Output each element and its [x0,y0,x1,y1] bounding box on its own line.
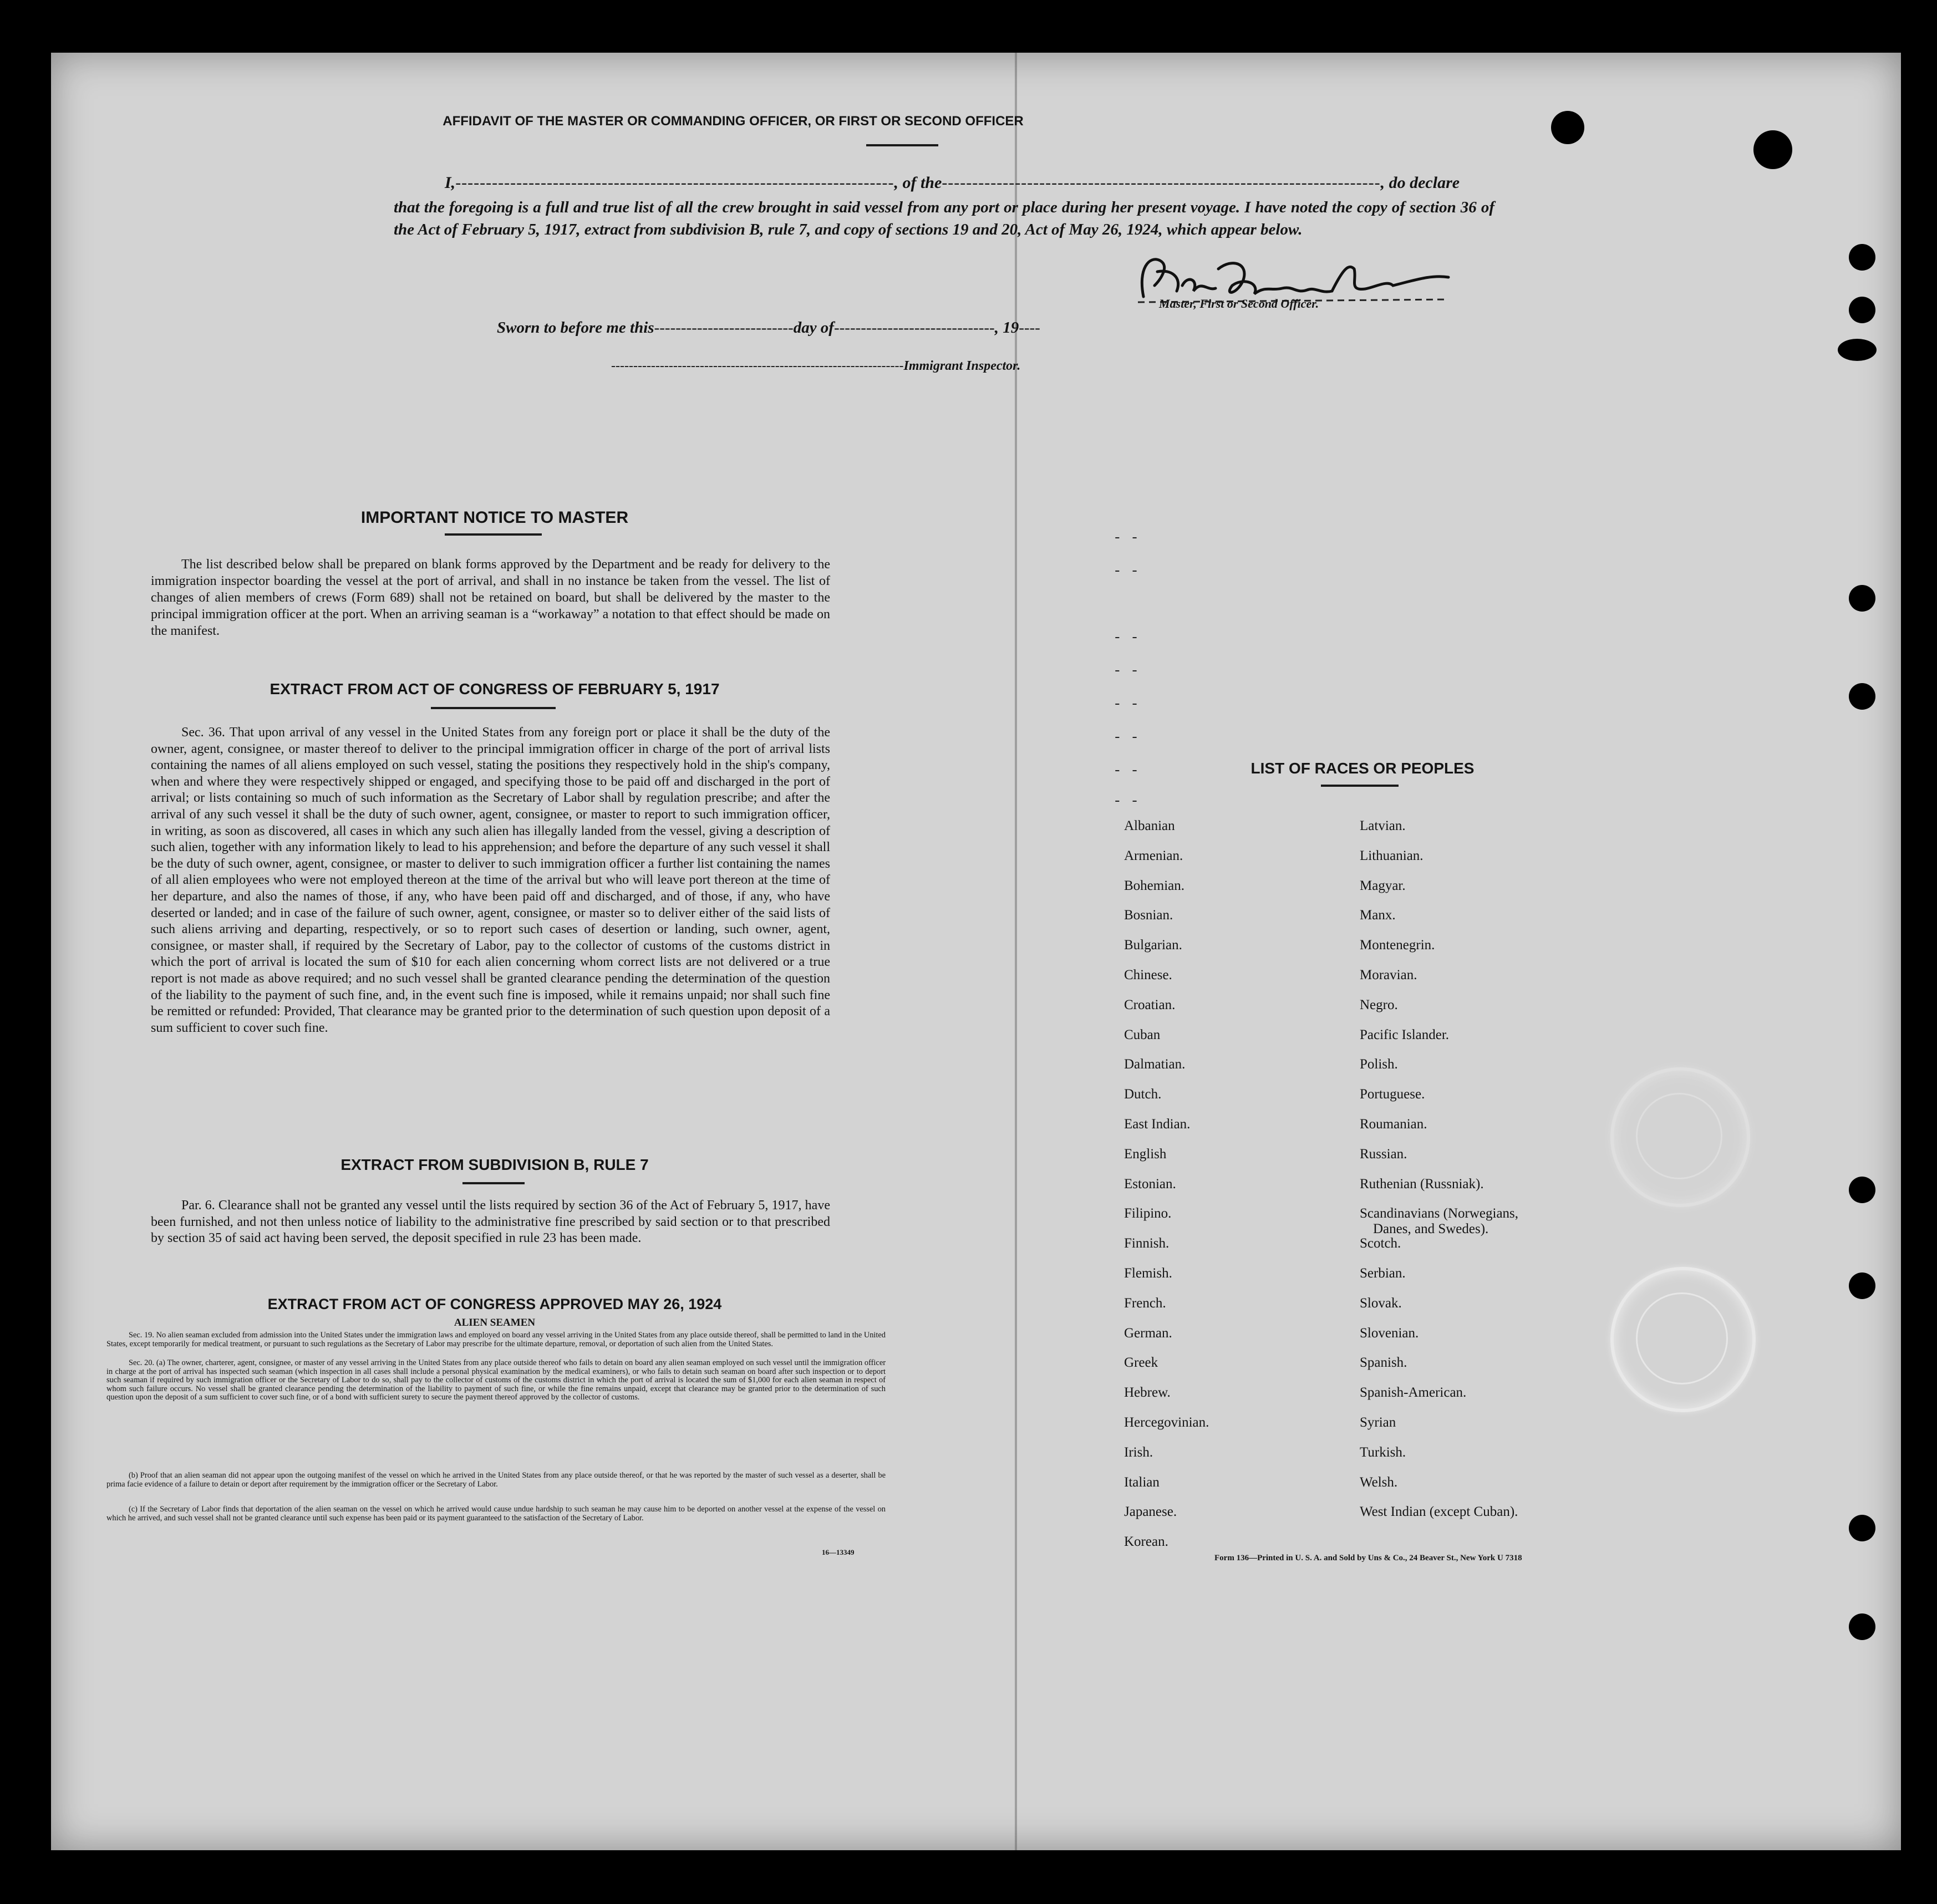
section-20c: (c) If the Secretary of Labor finds that deportation of the alien seaman on the vessel on which he arrived would cause undue hardship to such seaman he may cause him to be deported on another vessel at the expense of the vessel on which he arrived, and such vessel shall not be granted clearance until such expense has been paid or its payment guaranteed to the satisfaction of the Secretary of Labor. [106,1505,886,1523]
race-item: English [1124,1146,1167,1162]
race-item: Bosnian. [1124,908,1173,923]
race-item: Finnish. [1124,1236,1170,1251]
punch-hole [1849,585,1875,612]
race-item: Polish. [1360,1057,1398,1072]
extract-1917-body: Sec. 36. That upon arrival of any vessel in the United States from any foreign port or place it shall be the duty of the owner, agent, consignee, or master thereof to deliver to the principal immigration officer in charge of the port of arrival lists containing the names of all aliens employed on such vessel, stating the positions they respectively hold in the ship's company, when and where they were respectively shipped or engaged, and specifying those to be paid off and discharged in the port of arrival; or lists containing so much of such information as the Secretary of Labor shall by regulation prescribe; and after the arrival of any such vessel it shall be the duty of such owner, agent, consignee, or master to report to such immigration officer, in writing, as soon as discovered, all cases in which any such alien has illegally landed from the vessel, giving a description of such alien, together with any information likely to lead to his apprehension; and before the departure of any such vessel it shall be the duty of such owner, agent, consignee, or master to deliver to such immigration officer a further list containing the names of all alien employees who were not employed thereon at the time of the arrival but who will leave port thereon at the time of her departure, and also the names of those, if any, who have been paid off and discharged, and of those, if any, who have deserted or landed; and in case of the failure of such owner, agent, consignee, or master so to deliver either of the said lists of such aliens arriving and departing, respectively, or so to report such cases of desertion or landing, such owner, agent, consignee, or master shall, if required by the Secretary of Labor, pay to the collector of customs of the customs district in which the port of arrival is located the sum of $10 for each alien concerning whom correct lists are not delivered or a true report is not made as above required; and no such vessel shall be granted clearance pending the determination of the question of the liability to the payment of such fine, and, in the event such fine is imposed, while it remains unpaid; nor shall such fine be remitted or refunded: Provided, That clearance may be granted prior to the determination of such question upon deposit of a sum sufficient to cover such fine. [151,725,830,1035]
race-item: Chinese. [1124,968,1172,982]
race-item: Flemish. [1124,1266,1172,1281]
race-item: French. [1124,1295,1166,1311]
dash-mark: - - [1113,762,1139,779]
sworn-label: Sworn to before me this [497,319,654,337]
sworn-line [497,319,1040,337]
race-item: Scotch. [1360,1236,1401,1251]
race-item: Albanian [1124,818,1175,833]
race-item: Irish. [1124,1444,1153,1460]
race-item: German. [1124,1325,1172,1341]
race-item: Hebrew. [1124,1385,1171,1401]
notice-title: IMPORTANT NOTICE TO MASTER [360,508,629,527]
race-item: Cuban [1124,1027,1161,1042]
affidavit-title: AFFIDAVIT OF THE MASTER OR COMMANDING OFFICER, OR FIRST OR SECOND OFFICER [443,114,1024,129]
of-the-label: , of the [894,174,942,192]
punch-hole [1838,339,1877,361]
race-item: Turkish. [1360,1444,1406,1460]
ink-blot [1551,111,1584,144]
punch-hole [1849,1177,1875,1203]
race-item: Danes, and Swedes). [1373,1221,1489,1237]
race-item: Manx. [1360,908,1396,923]
race-item: Dutch. [1124,1087,1162,1102]
extract-rule7-rule [462,1182,525,1184]
race-item: Spanish-American. [1360,1385,1467,1401]
dash-mark: - - [1113,696,1139,712]
race-item: East Indian. [1124,1117,1191,1132]
extract-rule7-title: EXTRACT FROM SUBDIVISION B, RULE 7 [340,1156,649,1173]
sworn-year-field: ---- [1019,319,1040,337]
race-item: Welsh. [1360,1474,1398,1490]
sworn-month-field: ------------------------------ [833,319,995,337]
inspector-signature-field: ------------------------------------------------------------------ [611,359,904,373]
section-20b: (b) Proof that an alien seaman did not appear upon the outgoing manifest of the vessel on which he arrived in the United States from any place outside thereof, or that he was reported by the master of such vessel as a deserter, shall be prima facie evidence of a failure to detain or deport after requirement by the immigration officer or the Secretary of Labor. [106,1471,886,1489]
sworn-day-field: -------------------------- [654,319,794,337]
extract-1917-title: EXTRACT FROM ACT OF CONGRESS OF FEBRUARY 5, 1917 [270,680,720,698]
extract-rule7-body: Par. 6. Clearance shall not be granted any vessel until the lists required by section 36 of the Act of February 5, 1917, have been furnished, and not then unless notice of liability to the administrative fine prescribed by said section or to that prescribed by section 35 of said act having been served, the deposit specified in rule 23 has been made. [151,1198,830,1246]
race-item: Italian [1124,1474,1160,1490]
vessel-name-field: ------------------------------------------------------------------------ [942,174,1381,192]
notice-body: The list described below shall be prepared on blank forms approved by the Department and be ready for delivery to the immigration inspector boarding the vessel at the port of arrival, and shall in no instance be taken from the vessel. The list of changes of alien members of crews (Form 689) shall not be retained on board, but shall be delivered by the master to the principal immigration officer at the port. When an arriving seaman is a “workaway” a notation to that effect should be made on the manifest. [151,557,830,638]
races-title: LIST OF RACES OR PEOPLES [1250,760,1475,777]
race-item: Moravian. [1360,968,1417,982]
race-item: Syrian [1360,1415,1396,1430]
ink-blot [1753,130,1792,169]
inspector-line [611,359,1020,374]
dash-mark: - - [1113,729,1139,746]
race-item: Russian. [1360,1146,1407,1162]
punch-hole [1849,297,1875,323]
races-rule [1321,785,1399,787]
embossed-seal [1610,1267,1756,1412]
race-item: Spanish. [1360,1355,1407,1371]
declarant-name-field: ------------------------------------------------------------------------ [455,174,894,192]
day-of-label: day of [793,319,834,337]
punch-hole [1849,244,1875,271]
affidavit-body: that the foregoing is a full and true list of all the crew brought in said vessel from any port or place during her present voyage. I have noted the copy of section 36 of the Act of February 5, 1917, extract from subdivision B, rule 7, and copy of sections 19 and 20, Act of May 26, 1924, which appear below. [394,198,1494,238]
affidavit-declaration-line [445,174,1493,192]
signature-caption: Master, First or Second Officer. [1159,297,1319,310]
race-item: Estonian. [1124,1176,1176,1192]
extract-1924-title: EXTRACT FROM ACT OF CONGRESS APPROVED MAY 26, 1924 [267,1296,722,1312]
race-item: Korean. [1124,1534,1168,1550]
race-item: Portuguese. [1360,1087,1425,1102]
do-declare-label: , do declare [1380,174,1460,192]
race-item: West Indian (except Cuban). [1360,1504,1518,1520]
race-item: Lithuanian. [1360,848,1423,863]
race-item: Bulgarian. [1124,938,1182,953]
race-item: Slovak. [1360,1295,1402,1311]
race-item: Armenian. [1124,848,1183,863]
race-item: Magyar. [1360,878,1406,893]
race-item: Croatian. [1124,997,1176,1012]
race-item: Serbian. [1360,1266,1406,1281]
punch-hole [1849,683,1875,710]
race-item: Dalmatian. [1124,1057,1186,1072]
form-code: 16—13349 [822,1548,855,1556]
dash-mark: - - [1113,530,1139,546]
dash-mark: - - [1113,663,1139,679]
race-item: Ruthenian (Russniak). [1360,1176,1484,1192]
race-item: Scandinavians (Norwegians, [1360,1206,1519,1221]
notice-rule [445,533,542,536]
paper-sheet [51,53,1901,1850]
year-label: , 19 [994,319,1019,337]
race-item: Slovenian. [1360,1325,1419,1341]
embossed-seal [1610,1067,1750,1207]
inspector-caption: Immigrant Inspector. [903,359,1021,373]
section-19: Sec. 19. No alien seaman excluded from admission into the United States under the immigration laws and employed on board any vessel arriving in the United States from any place outside thereof, shall be permitted to land in the United States, except temporarily for medical treatment, or pursuant to such regulations as the Secretary of Labor may prescribe for the ultimate departure, removal, or deportation of such alien from the United States. [106,1331,886,1348]
race-item: Hercegovinian. [1124,1415,1209,1430]
race-item: Roumanian. [1360,1117,1427,1132]
punch-hole [1849,1272,1875,1299]
race-item: Bohemian. [1124,878,1185,893]
punch-hole [1849,1515,1875,1541]
race-item: Montenegrin. [1360,938,1435,953]
race-item: Negro. [1360,997,1398,1012]
race-item: Japanese. [1124,1504,1177,1520]
alien-seamen-subtitle: ALIEN SEAMEN [454,1317,536,1328]
form-footer: Form 136—Printed in U. S. A. and Sold by Uns & Co., 24 Beaver St., New York U 7318 [1214,1554,1522,1562]
dash-mark: - - [1113,563,1139,579]
race-item: Filipino. [1124,1206,1172,1221]
dash-mark: - - [1113,629,1139,646]
punch-hole [1849,1613,1875,1640]
section-20a: Sec. 20. (a) The owner, charterer, agent, consignee, or master of any vessel arriving in the United States from any place outside thereof who fails to detain on board any alien seaman employed on such vessel until the immigration officer in charge at the port of arrival has inspected such seaman (which inspection in all cases shall include a personal physical examination by the medical examiners), or who fails to detain such seaman on board after such inspection or to deport such seaman if required by such immigration officer or the Secretary of Labor to do so, shall pay to the collector of customs of the customs district in which the port of arrival is located the sum of $1,000 for each alien seaman in respect of whom such failure occurs. No vessel shall be granted clearance pending the determination of the liability to payment of such fine, or while the fine remains unpaid, except that clearance may be granted prior to the determination of such question upon the deposit of a sum sufficient to cover such fine, or of a bond with sufficient surety to secure the payment thereof approved by the collector of customs. [106,1358,886,1402]
dash-mark: - - [1113,793,1139,810]
title-rule [866,144,938,146]
race-item: Pacific Islander. [1360,1027,1450,1042]
race-item: Greek [1124,1355,1158,1371]
race-item: Latvian. [1360,818,1406,833]
declarant-prefix: I, [445,174,456,192]
extract-1917-rule [431,707,556,709]
